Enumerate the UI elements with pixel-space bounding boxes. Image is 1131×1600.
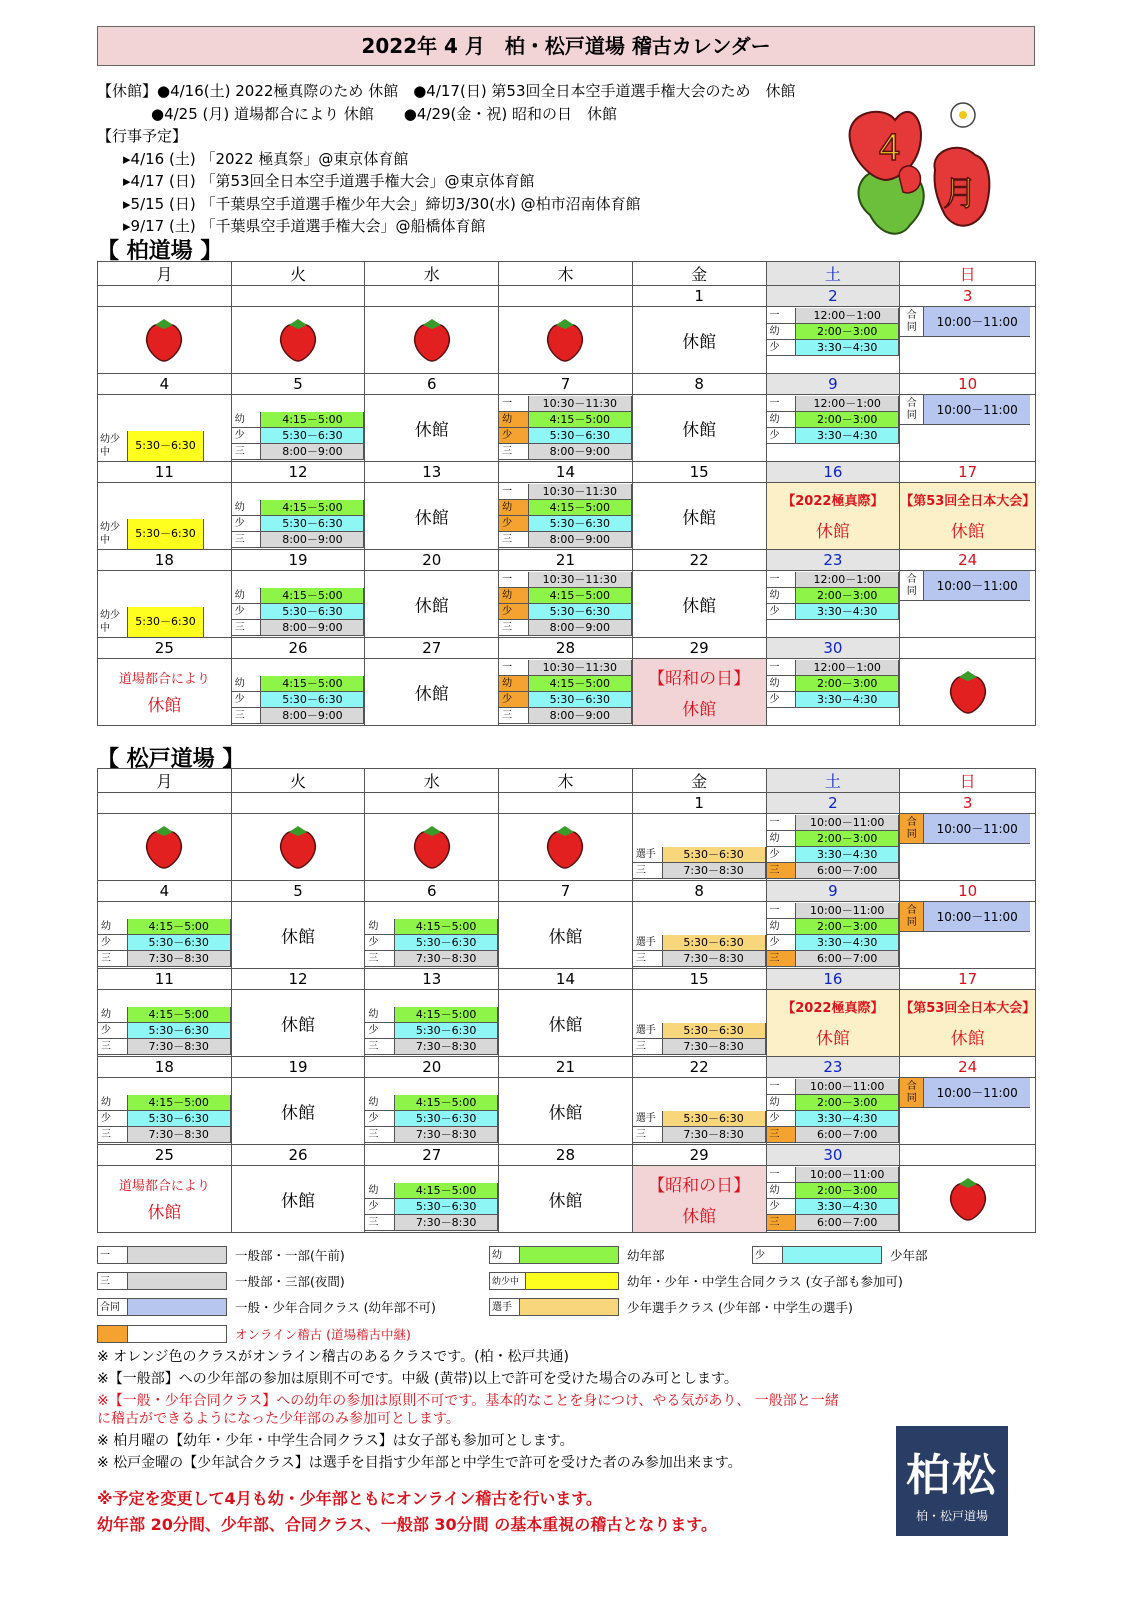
legend-shou: 少 少年部 xyxy=(752,1245,928,1265)
date-number xyxy=(900,638,1036,659)
closed-label: 休館 xyxy=(682,508,717,529)
date-number: 10 xyxy=(900,881,1036,902)
date-number: 17 xyxy=(900,462,1036,483)
day-cell xyxy=(365,395,499,462)
date-number: 28 xyxy=(499,638,633,659)
strawberry-decoration xyxy=(845,100,995,255)
date-number: 6 xyxy=(365,881,499,902)
day-cell xyxy=(499,307,633,374)
notes xyxy=(97,1348,839,1472)
day-cell: 一 10:30－11:30 幼 4:15－5:00 少 5:30－6:30 三 8:00－9:00 xyxy=(499,395,633,462)
day-cell xyxy=(365,659,499,726)
strawberry-icon xyxy=(544,317,586,363)
date-number: 29 xyxy=(632,638,766,659)
day-cell-sat: 一 10:00－11:00 幼 2:00－3:00 少 3:30－4:30 三 6:00－7:00 xyxy=(766,1078,900,1145)
closed-label: 休館 xyxy=(414,508,449,529)
date-number: 16 xyxy=(766,462,900,483)
day-cell-sun: 合 同 10:00－11:00 xyxy=(900,395,1036,462)
legend-you: 幼 幼年部 xyxy=(489,1245,665,1265)
date-number xyxy=(900,1145,1036,1166)
kashiwa-title: 【 柏道場 】 xyxy=(97,239,223,264)
weekday-header-sun: 日 xyxy=(900,769,1036,793)
date-number: 25 xyxy=(98,1145,232,1166)
notices xyxy=(97,80,796,238)
closed-label: 休館 xyxy=(682,596,717,617)
day-cell-sat: 一 10:00－11:00 幼 2:00－3:00 少 3:30－4:30 三 6:00－7:00 xyxy=(766,902,900,969)
day-cell-sun: 合 同 10:00－11:00 xyxy=(900,814,1036,881)
closed-label: 休館 xyxy=(414,596,449,617)
event-item: ▸5/15 (日) 「千葉県空手道選手権少年大会」締切3/30(水) @柏市沼南体育館 xyxy=(123,194,641,213)
date-number: 16 xyxy=(766,969,900,990)
date-number: 22 xyxy=(632,550,766,571)
day-cell-sat: 一 10:00－11:00 幼 2:00－3:00 少 3:30－4:30 三 6:00－7:00 xyxy=(766,814,900,881)
day-cell-sun: 合 同 10:00－11:00 xyxy=(900,1078,1036,1145)
date-number xyxy=(231,286,365,307)
day-cell: 一 10:30－11:30 幼 4:15－5:00 少 5:30－6:30 三 8:00－9:00 xyxy=(499,659,633,726)
date-number xyxy=(499,793,633,814)
date-number: 13 xyxy=(365,969,499,990)
weekday-header: 火 xyxy=(231,262,365,286)
day-cell: 幼 4:15－5:00 少 5:30－6:30 三 8:00－9:00 xyxy=(231,483,365,550)
day-cell: 幼少 中 5:30－6:30 xyxy=(98,483,232,550)
date-number xyxy=(499,286,633,307)
date-number: 22 xyxy=(632,1057,766,1078)
day-cell: 【昭和の日】 休館 xyxy=(632,1166,766,1233)
day-cell: 幼 4:15－5:00 少 5:30－6:30 三 8:00－9:00 xyxy=(231,571,365,638)
date-number: 29 xyxy=(632,1145,766,1166)
legend-goudou: 合同 一般・少年合同クラス (幼年部不可) xyxy=(97,1297,436,1317)
day-cell xyxy=(499,814,633,881)
day-cell xyxy=(499,1166,633,1233)
date-number: 2 xyxy=(766,286,900,307)
day-cell: 幼 4:15－5:00 少 5:30－6:30 三 7:30－8:30 xyxy=(98,1078,232,1145)
date-number xyxy=(365,793,499,814)
date-number: 9 xyxy=(766,881,900,902)
day-cell: 幼 4:15－5:00 少 5:30－6:30 三 7:30－8:30 xyxy=(365,990,499,1057)
legend-san: 三 一般部・三部(夜間) xyxy=(97,1271,345,1291)
weekday-header: 金 xyxy=(632,769,766,793)
date-number: 23 xyxy=(766,1057,900,1078)
date-number: 2 xyxy=(766,793,900,814)
day-cell: 幼 4:15－5:00 少 5:30－6:30 三 8:00－9:00 xyxy=(231,659,365,726)
date-number: 8 xyxy=(632,374,766,395)
day-cell-sun: 【第53回全日本大会】 休館 xyxy=(900,990,1036,1057)
date-number: 28 xyxy=(499,1145,633,1166)
weekday-header: 水 xyxy=(365,262,499,286)
closed-label: 休館 xyxy=(281,1015,316,1036)
day-cell xyxy=(98,307,232,374)
day-cell xyxy=(365,307,499,374)
event-item: ▸9/17 (土) 「千葉県空手道選手権大会」@船橋体育館 xyxy=(123,217,486,235)
weekday-header: 木 xyxy=(499,769,633,793)
closed-label: 休館 xyxy=(281,1103,316,1124)
event-item: ▸4/16 (土) 「2022 極真祭」@東京体育館 xyxy=(123,149,409,168)
date-number: 14 xyxy=(499,462,633,483)
strawberry-icon xyxy=(947,1176,989,1222)
day-cell-sun: 合 同 10:00－11:00 xyxy=(900,571,1036,638)
note: ※ 柏月曜の【幼年・少年・中学生合同クラス】は女子部も参加可とします。 xyxy=(97,1433,574,1449)
date-number: 9 xyxy=(766,374,900,395)
matsudo-title: 【 松戸道場 】 xyxy=(97,747,245,772)
date-number: 1 xyxy=(632,793,766,814)
day-cell: 道場都合により 休館 xyxy=(98,659,232,726)
event-item: ▸4/17 (日) 「第53回全日本空手道選手権大会」@東京体育館 xyxy=(123,172,535,190)
footer-line: ※予定を変更して4月も幼・少年部ともにオンライン稽古を行います。 xyxy=(97,1489,602,1508)
date-number: 24 xyxy=(900,550,1036,571)
day-cell xyxy=(231,1078,365,1145)
day-cell-sat: 一 12:00－1:00 幼 2:00－3:00 少 3:30－4:30 xyxy=(766,395,900,462)
closed-label: 休館 xyxy=(548,1015,583,1036)
note: ※ 松戸金曜の【少年試合クラス】は選手を目指す少年部と中学生で許可を受けた者のみ参加出来ます。 xyxy=(97,1455,742,1471)
strawberry-icon xyxy=(143,824,185,870)
closed-label: 休館 xyxy=(281,1191,316,1212)
day-cell: 幼 4:15－5:00 少 5:30－6:30 三 8:00－9:00 xyxy=(231,395,365,462)
month-digit: 4 xyxy=(879,127,901,169)
date-number: 20 xyxy=(365,550,499,571)
day-cell-sat: 一 10:00－11:00 幼 2:00－3:00 少 3:30－4:30 三 6:00－7:00 xyxy=(766,1166,900,1233)
day-cell: 選手 5:30－6:30 三 7:30－8:30 xyxy=(632,814,766,881)
weekday-header-sat: 土 xyxy=(766,769,900,793)
note: ※ オレンジ色のクラスがオンライン稽古のあるクラスです。(柏・松戸共通) xyxy=(97,1349,570,1365)
date-number: 19 xyxy=(231,1057,365,1078)
date-number: 18 xyxy=(98,550,232,571)
day-cell: 道場都合により 休館 xyxy=(98,1166,232,1233)
day-cell xyxy=(365,483,499,550)
weekday-header: 水 xyxy=(365,769,499,793)
weekday-header: 木 xyxy=(499,262,633,286)
day-cell: 幼 4:15－5:00 少 5:30－6:30 三 7:30－8:30 xyxy=(98,990,232,1057)
date-number: 14 xyxy=(499,969,633,990)
page-title: 2022年 4 月 柏・松戸道場 稽古カレンダー xyxy=(97,26,1035,66)
dojo-logo: 柏松 柏・松戸道場 xyxy=(896,1426,1008,1536)
day-cell: 一 10:30－11:30 幼 4:15－5:00 少 5:30－6:30 三 8:00－9:00 xyxy=(499,483,633,550)
day-cell-sun xyxy=(900,659,1036,726)
strawberry-icon xyxy=(544,824,586,870)
day-cell-sat: 一 12:00－1:00 幼 2:00－3:00 少 3:30－4:30 xyxy=(766,307,900,374)
legend-senshu: 選手 少年選手クラス (少年部・中学生の選手) xyxy=(489,1297,853,1317)
date-number: 24 xyxy=(900,1057,1036,1078)
legend-youshou: 幼少中 幼年・少年・中学生合同クラス (女子部も参加可) xyxy=(489,1271,903,1291)
date-number: 3 xyxy=(900,286,1036,307)
kashiwa-calendar xyxy=(97,261,1036,726)
legend-online: オンライン稽古 (道場稽古中継) xyxy=(97,1324,411,1344)
day-cell xyxy=(231,1166,365,1233)
date-number: 21 xyxy=(499,1057,633,1078)
day-cell-sun: 合 同 10:00－11:00 xyxy=(900,307,1036,374)
date-number: 11 xyxy=(98,462,232,483)
day-cell: 【昭和の日】 休館 xyxy=(632,659,766,726)
date-number: 18 xyxy=(98,1057,232,1078)
closed-label: 休館 xyxy=(414,420,449,441)
date-number: 8 xyxy=(632,881,766,902)
date-number: 7 xyxy=(499,374,633,395)
date-number: 17 xyxy=(900,969,1036,990)
day-cell xyxy=(365,571,499,638)
date-number: 25 xyxy=(98,638,232,659)
date-number: 15 xyxy=(632,969,766,990)
day-cell-sun xyxy=(900,1166,1036,1233)
legend-ippan: 一 一般部・一部(午前) xyxy=(97,1245,345,1265)
date-number: 13 xyxy=(365,462,499,483)
date-number: 30 xyxy=(766,1145,900,1166)
date-number xyxy=(231,793,365,814)
day-cell-sat: 一 12:00－1:00 幼 2:00－3:00 少 3:30－4:30 xyxy=(766,571,900,638)
strawberry-icon xyxy=(411,317,453,363)
day-cell xyxy=(632,483,766,550)
date-number: 6 xyxy=(365,374,499,395)
closed-label: 休館 xyxy=(548,927,583,948)
weekday-header: 月 xyxy=(98,769,232,793)
day-cell: 幼 4:15－5:00 少 5:30－6:30 三 7:30－8:30 xyxy=(365,1078,499,1145)
date-number: 4 xyxy=(98,881,232,902)
weekday-header: 火 xyxy=(231,769,365,793)
date-number: 1 xyxy=(632,286,766,307)
date-number: 21 xyxy=(499,550,633,571)
day-cell: 幼少 中 5:30－6:30 xyxy=(98,571,232,638)
date-number: 19 xyxy=(231,550,365,571)
date-number xyxy=(98,286,232,307)
date-number: 10 xyxy=(900,374,1036,395)
date-number: 27 xyxy=(365,638,499,659)
day-cell xyxy=(499,990,633,1057)
day-cell xyxy=(231,307,365,374)
day-cell: 選手 5:30－6:30 三 7:30－8:30 xyxy=(632,990,766,1057)
day-cell: 選手 5:30－6:30 三 7:30－8:30 xyxy=(632,1078,766,1145)
date-number: 12 xyxy=(231,969,365,990)
day-cell xyxy=(632,395,766,462)
strawberry-icon xyxy=(143,317,185,363)
day-cell-sat: 【2022極真際】 休館 xyxy=(766,990,900,1057)
weekday-header: 月 xyxy=(98,262,232,286)
day-cell-sat: 一 12:00－1:00 幼 2:00－3:00 少 3:30－4:30 xyxy=(766,659,900,726)
strawberry-icon xyxy=(947,669,989,715)
closed-label: 休館 xyxy=(548,1103,583,1124)
date-number xyxy=(365,286,499,307)
day-cell: 一 10:30－11:30 幼 4:15－5:00 少 5:30－6:30 三 8:00－9:00 xyxy=(499,571,633,638)
day-cell xyxy=(98,814,232,881)
day-cell: 選手 5:30－6:30 三 7:30－8:30 xyxy=(632,902,766,969)
date-number: 26 xyxy=(231,638,365,659)
day-cell: 幼 4:15－5:00 少 5:30－6:30 三 7:30－8:30 xyxy=(365,1166,499,1233)
date-number: 20 xyxy=(365,1057,499,1078)
date-number: 5 xyxy=(231,881,365,902)
note: ※【一般部】への少年部の参加は原則不可です。中級 (黄帯)以上で許可を受けた場合のみ可とします。 xyxy=(97,1371,738,1387)
date-number: 11 xyxy=(98,969,232,990)
date-number: 23 xyxy=(766,550,900,571)
day-cell-sun: 合 同 10:00－11:00 xyxy=(900,902,1036,969)
day-cell xyxy=(632,307,766,374)
weekday-header: 金 xyxy=(632,262,766,286)
date-number: 26 xyxy=(231,1145,365,1166)
day-cell xyxy=(365,814,499,881)
date-number: 4 xyxy=(98,374,232,395)
date-number: 12 xyxy=(231,462,365,483)
closed-label: 休館 xyxy=(281,927,316,948)
date-number: 30 xyxy=(766,638,900,659)
day-cell: 幼 4:15－5:00 少 5:30－6:30 三 7:30－8:30 xyxy=(365,902,499,969)
date-number: 27 xyxy=(365,1145,499,1166)
note: に稽古ができるようになった少年部のみ参加可とします。 xyxy=(97,1411,460,1427)
closure-notice-1: 【休館】●4/16(土) 2022極真際のため 休館 ●4/17(日) 第53回全日本空手道選手権大会のため 休館 xyxy=(97,82,796,100)
closed-label: 休館 xyxy=(414,684,449,705)
date-number: 7 xyxy=(499,881,633,902)
weekday-header-sun: 日 xyxy=(900,262,1036,286)
day-cell: 幼 4:15－5:00 少 5:30－6:30 三 7:30－8:30 xyxy=(98,902,232,969)
date-number: 3 xyxy=(900,793,1036,814)
day-cell-sun: 【第53回全日本大会】 休館 xyxy=(900,483,1036,550)
day-cell-sat: 【2022極真際】 休館 xyxy=(766,483,900,550)
day-cell xyxy=(231,814,365,881)
date-number: 5 xyxy=(231,374,365,395)
month-char: 月 xyxy=(943,174,977,214)
events-heading: 【行事予定】 xyxy=(97,127,188,145)
day-cell xyxy=(231,902,365,969)
closed-label: 休館 xyxy=(682,420,717,441)
weekday-header-sat: 土 xyxy=(766,262,900,286)
strawberry-icon xyxy=(411,824,453,870)
day-cell xyxy=(632,571,766,638)
day-cell: 幼少 中 5:30－6:30 xyxy=(98,395,232,462)
matsudo-calendar xyxy=(97,768,1036,1233)
footer-notice xyxy=(97,1486,717,1538)
closed-label: 休館 xyxy=(682,332,717,352)
strawberry-icon xyxy=(277,317,319,363)
note: ※【一般・少年合同クラス】への幼年の参加は原則不可です。基本的なことを身につけ、やる気があり、 一般部と一緒 xyxy=(97,1393,839,1409)
closed-label: 休館 xyxy=(548,1191,583,1212)
date-number: 15 xyxy=(632,462,766,483)
footer-line: 幼年部 20分間、少年部、合同クラス、一般部 30分間 の基本重視の稽古となります。 xyxy=(97,1515,717,1534)
closure-notice-2: ●4/25 (月) 道場都合により 休館 ●4/29(金・祝) 昭和の日 休館 xyxy=(151,104,618,123)
date-number xyxy=(98,793,232,814)
day-cell xyxy=(231,990,365,1057)
day-cell xyxy=(499,902,633,969)
strawberry-icon xyxy=(277,824,319,870)
day-cell xyxy=(499,1078,633,1145)
